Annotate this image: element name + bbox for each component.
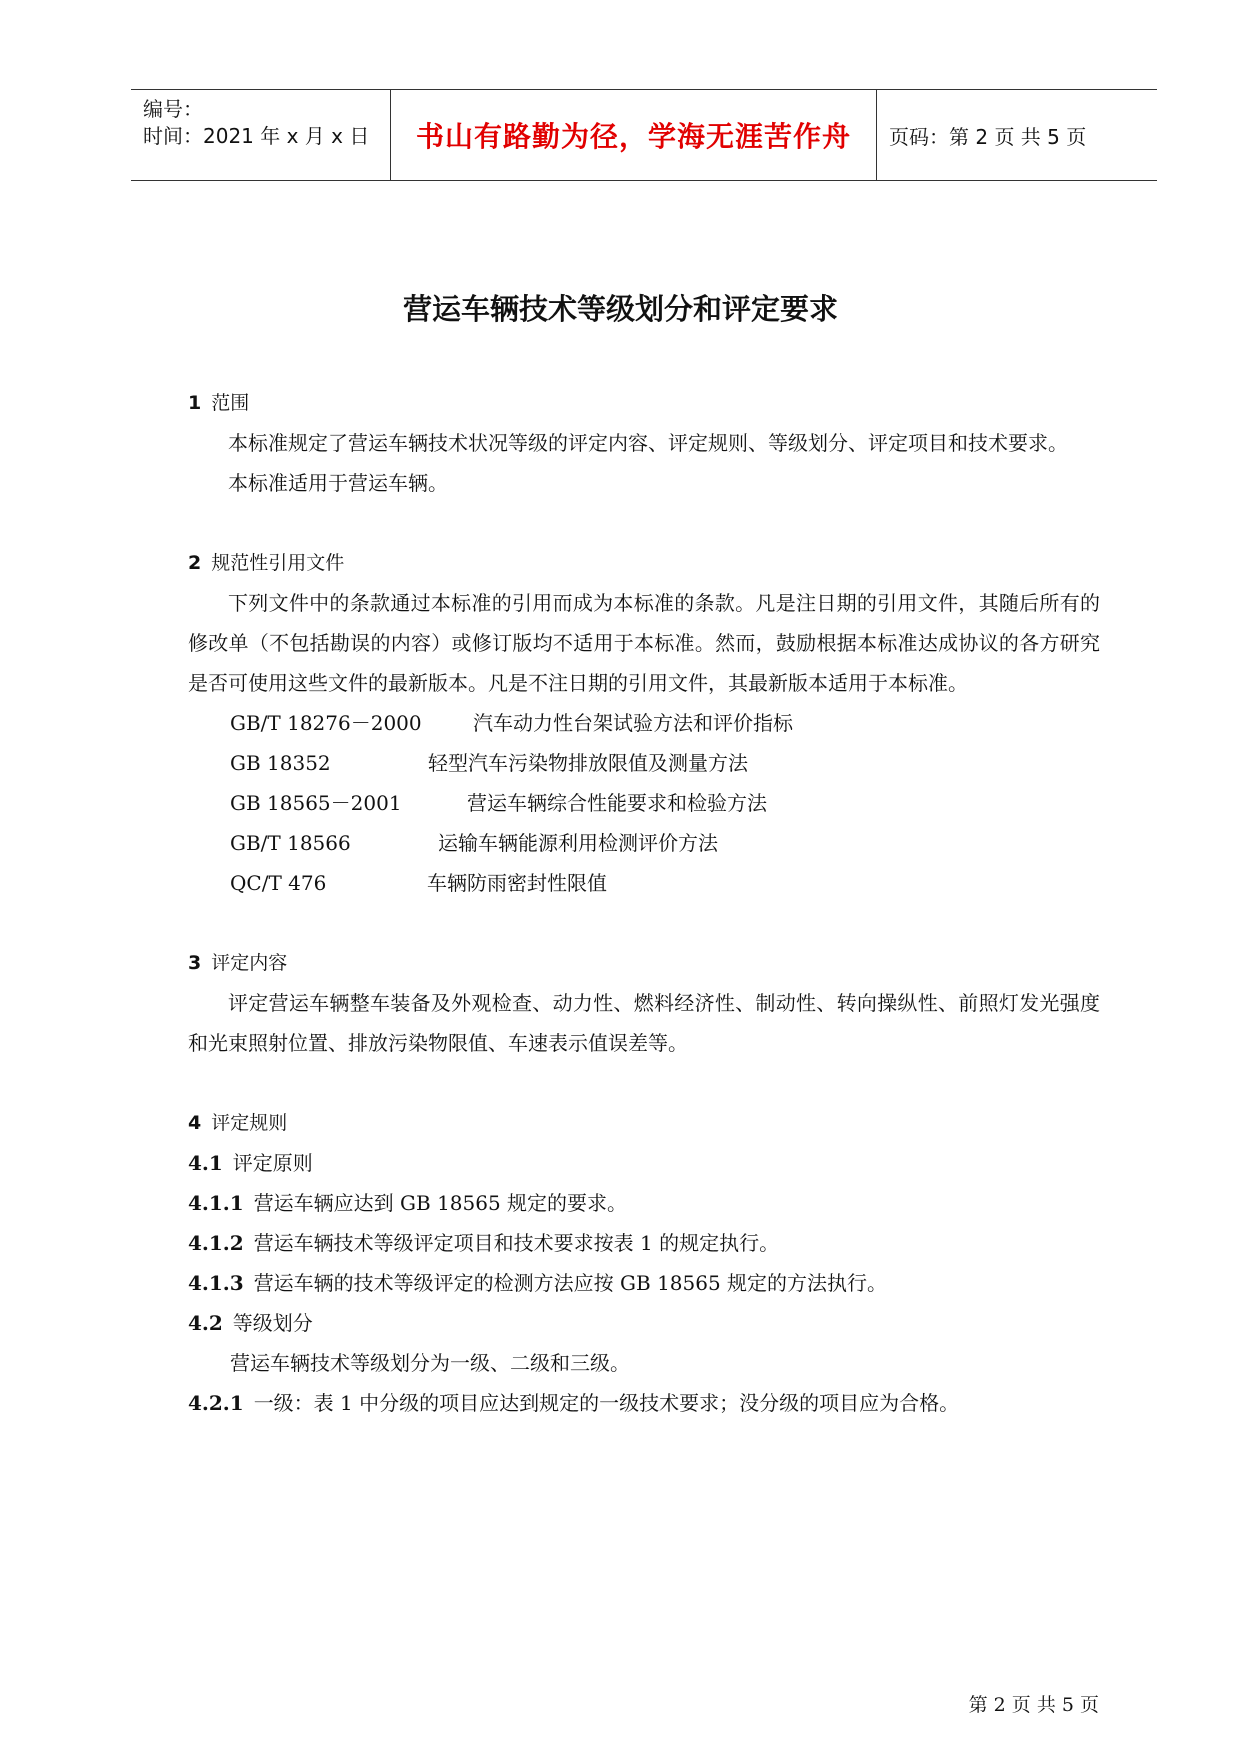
paragraph: 本标准适用于营运车辆。: [228, 471, 448, 495]
serial-label: 编号：: [143, 97, 203, 121]
paragraph: 营运车辆技术等级划分为一级、二级和三级。: [230, 1351, 630, 1375]
paragraph: 本标准规定了营运车辆技术状况等级的评定内容、评定规则、等级划分、评定项目和技术要求。: [228, 431, 1068, 455]
clause-4-1-2: 4.1.2 营运车辆技术等级评定项目和技术要求按表 1 的规定执行。: [188, 1231, 780, 1255]
clause-4-2: 4.2 等级划分: [188, 1311, 313, 1335]
header-left-cell: [131, 90, 391, 180]
header-mid-cell: [391, 90, 877, 180]
section-heading-3: 3 评定内容: [188, 952, 288, 974]
paragraph: 评定营运车辆整车装备及外观检查、动力性、燃料经济性、制动性、转向操纵性、前照灯发光强度和光束照射位置、排放污染物限值、车速表示值误差等。: [188, 991, 1100, 1055]
reference-item: GB 18565－2001 营运车辆综合性能要求和检验方法: [230, 791, 767, 815]
section-heading-2: 2 规范性引用文件: [188, 552, 345, 574]
header-table: [131, 89, 1157, 181]
clause-4-1-3: 4.1.3 营运车辆的技术等级评定的检测方法应按 GB 18565 规定的方法执行。: [188, 1271, 888, 1295]
reference-item: GB/T 18276－2000 汽车动力性台架试验方法和评价指标: [230, 711, 793, 735]
header-right-cell: [877, 90, 1157, 180]
clause-4-1-1: 4.1.1 营运车辆应达到 GB 18565 规定的要求。: [188, 1191, 628, 1215]
reference-item: QC/T 476 车辆防雨密封性限值: [230, 871, 607, 895]
reference-item: GB 18352 轻型汽车污染物排放限值及测量方法: [230, 751, 748, 775]
clause-4-2-1: 4.2.1 一级：表 1 中分级的项目应达到规定的一级技术要求；没分级的项目应为合格。: [188, 1391, 960, 1415]
document-title: 营运车辆技术等级划分和评定要求: [402, 292, 838, 326]
section-heading-4: 4 评定规则: [188, 1112, 288, 1134]
time-label: 时间：2021 年 x 月 x 日: [143, 124, 370, 148]
document-body: [188, 383, 1100, 1423]
section-heading-1: 1 范围: [188, 392, 250, 414]
clause-4-1: 4.1 评定原则: [188, 1151, 313, 1175]
page-footer: 第 2 页 共 5 页: [968, 1694, 1099, 1716]
reference-item: GB/T 18566 运输车辆能源利用检测评价方法: [230, 831, 718, 855]
page-code: 页码：第 2 页 共 5 页: [889, 124, 1087, 149]
paragraph: 下列文件中的条款通过本标准的引用而成为本标准的条款。凡是注日期的引用文件，其随后所有的修改单（不包括勘误的内容）或修订版均不适用于本标准。然而，鼓励根据本标准达成协议的各方研究是否可使用这些文件的最新版本。凡是不注日期的引用文件，其最新版本适用于本标准。: [188, 591, 1100, 695]
motto-text: 书山有路勤为径，学海无涯苦作舟: [415, 120, 851, 153]
